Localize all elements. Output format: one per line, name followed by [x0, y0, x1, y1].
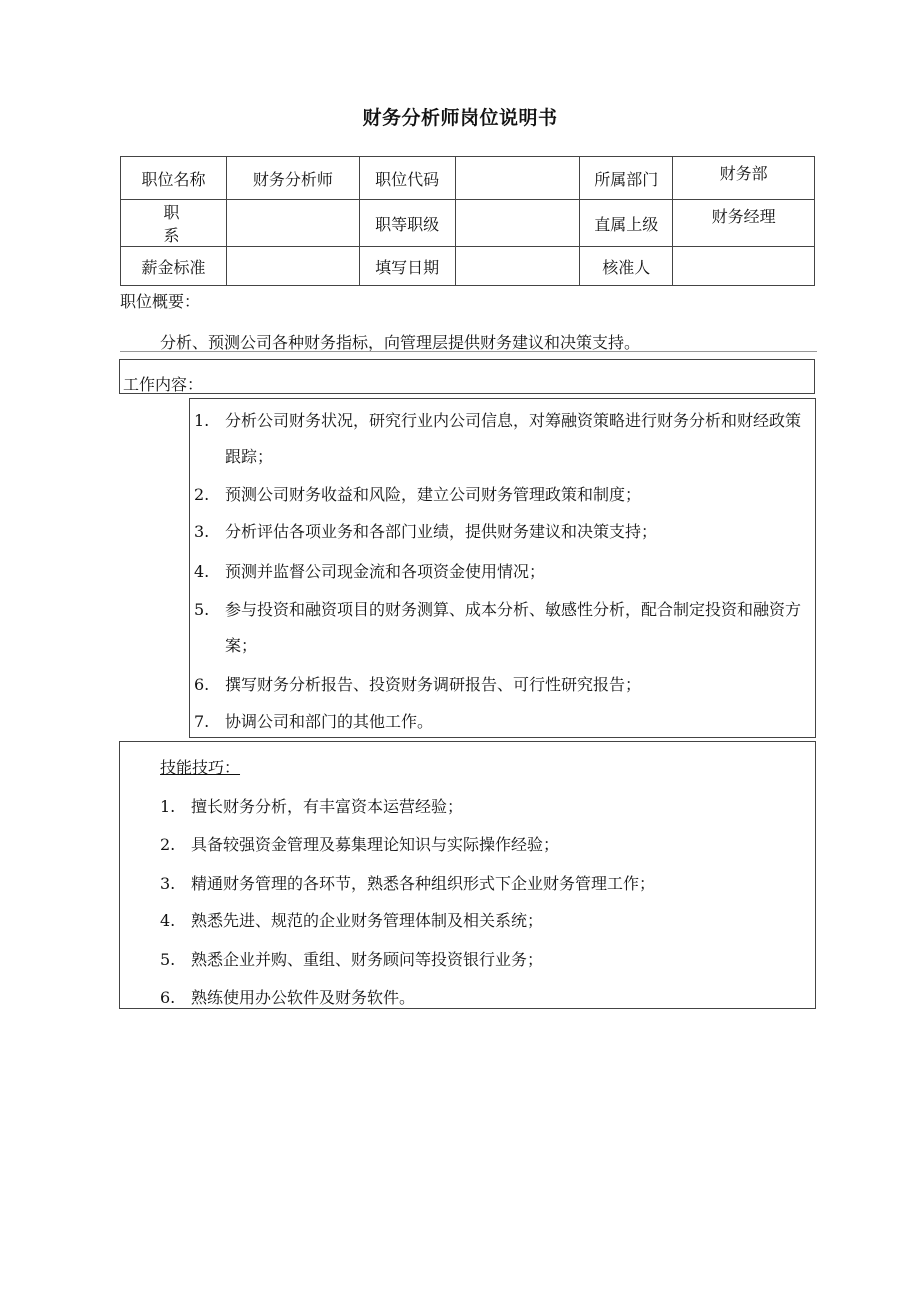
value-position-code: [455, 157, 580, 200]
table-row: [121, 200, 815, 247]
item-number: 6.: [160, 988, 176, 1007]
list-item: [194, 667, 805, 703]
position-info-table: [120, 156, 815, 286]
label-job-family: 职系: [121, 200, 227, 247]
divider: [120, 351, 817, 352]
label-fill-date: 填写日期: [359, 247, 455, 286]
value-salary-standard: [226, 247, 359, 286]
item-number: 7.: [194, 712, 210, 731]
work-content-header: 工作内容：: [119, 359, 815, 394]
label-salary-standard: 薪金标准: [121, 247, 227, 286]
label-department: 所属部门: [580, 157, 673, 200]
table-row: [121, 247, 815, 286]
item-text: 预测并监督公司现金流和各项资金使用情况；: [225, 562, 546, 581]
item-number: 6.: [194, 675, 210, 694]
item-text: 分析公司财务状况，研究行业内公司信息，对筹融资策略进行财务分析和财经政策跟踪；: [225, 411, 802, 466]
list-item: [194, 704, 805, 740]
value-position-name: 财务分析师: [226, 157, 359, 200]
value-department: 财务部: [673, 157, 815, 200]
label-supervisor: 直属上级: [580, 200, 673, 247]
list-item: [194, 592, 805, 664]
item-number: 1.: [160, 797, 176, 816]
item-text: 分析评估各项业务和各部门业绩，提供财务建议和决策支持；: [225, 522, 658, 541]
list-item: [194, 403, 805, 475]
label-approver: 核准人: [580, 247, 673, 286]
table-row: [121, 157, 815, 200]
document-title: 财务分析师岗位说明书: [362, 107, 558, 129]
overview-text: 分析、预测公司各种财务指标，向管理层提供财务建议和决策支持。: [160, 333, 641, 352]
item-number: 3.: [194, 522, 210, 541]
value-grade-level: [455, 200, 580, 247]
label-grade-level: 职等职级: [359, 200, 455, 247]
list-item: [160, 794, 463, 817]
list-item: [160, 832, 559, 855]
value-supervisor: 财务经理: [673, 200, 815, 247]
overview-label: 职位概要：: [120, 292, 201, 311]
item-text: 熟悉企业并购、重组、财务顾问等投资银行业务；: [191, 950, 544, 969]
value-fill-date: [455, 247, 580, 286]
item-number: 1.: [194, 411, 210, 430]
list-item: [160, 985, 415, 1008]
item-text: 具备较强资金管理及募集理论知识与实际操作经验；: [191, 835, 560, 854]
item-number: 2.: [160, 835, 176, 854]
skills-header: 技能技巧：: [160, 758, 241, 777]
item-number: 5.: [194, 600, 210, 619]
item-text: 参与投资和融资项目的财务测算、成本分析、敏感性分析，配合制定投资和融资方案；: [225, 600, 802, 655]
item-number: 5.: [160, 950, 176, 969]
work-content-list: [189, 398, 816, 738]
item-text: 擅长财务分析，有丰富资本运营经验；: [191, 797, 464, 816]
list-item: [160, 871, 655, 894]
skills-section: [119, 741, 816, 1009]
item-number: 2.: [194, 485, 210, 504]
item-number: 4.: [194, 562, 210, 581]
label-position-code: 职位代码: [359, 157, 455, 200]
list-item: [160, 947, 543, 970]
item-text: 精通财务管理的各环节，熟悉各种组织形式下企业财务管理工作；: [191, 874, 656, 893]
list-item: [194, 477, 805, 513]
value-job-family: [226, 200, 359, 247]
item-text: 熟练使用办公软件及财务软件。: [191, 988, 416, 1007]
item-text: 协调公司和部门的其他工作。: [225, 712, 434, 731]
value-approver: [673, 247, 815, 286]
list-item: [194, 514, 805, 550]
list-item: [160, 908, 543, 931]
list-item: [194, 554, 805, 590]
item-number: 3.: [160, 874, 176, 893]
item-text: 熟悉先进、规范的企业财务管理体制及相关系统；: [191, 911, 544, 930]
item-number: 4.: [160, 911, 176, 930]
label-position-name: 职位名称: [121, 157, 227, 200]
item-text: 预测公司财务收益和风险，建立公司财务管理政策和制度；: [225, 485, 642, 504]
item-text: 撰写财务分析报告、投资财务调研报告、可行性研究报告；: [225, 675, 642, 694]
